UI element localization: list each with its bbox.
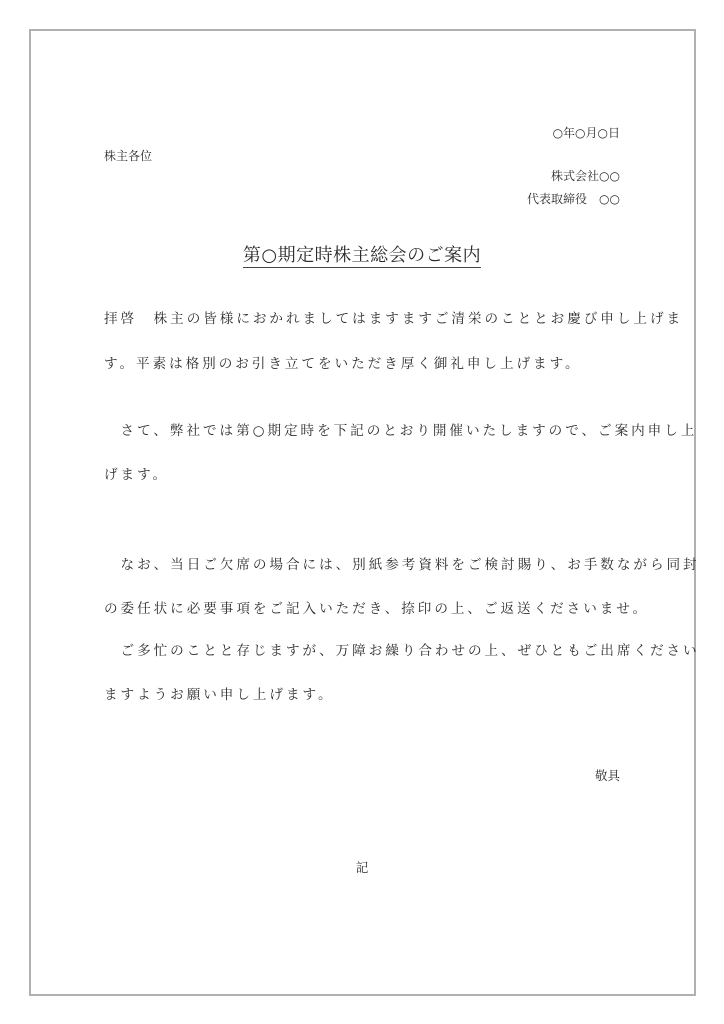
addressee: 株主各位 xyxy=(104,149,153,163)
body-line: の委任状に必要事項をご記入いただき、捺印の上、ご返送くださいませ。 xyxy=(104,601,649,617)
ki-heading: 記 xyxy=(355,860,369,875)
document-title-wrap xyxy=(0,241,724,267)
body-line: す。平素は格別のお引き立てをいただき厚く御礼申し上げます。 xyxy=(104,356,582,372)
sender-company: 株式会社○○ xyxy=(551,169,620,183)
sender-representative: 代表取締役 ○○ xyxy=(527,192,620,206)
document-title: 第○期定時株主総会のご案内 xyxy=(242,245,482,266)
document-date: ○年○月○日 xyxy=(552,126,620,140)
body-line: ご多忙のことと存じますが、万障お繰り合わせの上、ぜひともご出席ください xyxy=(104,643,700,659)
closing-keigu: 敬具 xyxy=(594,768,620,783)
body-line: ますようお願い申し上げます。 xyxy=(104,687,335,703)
body-line: げます。 xyxy=(104,467,170,483)
body-line: さて、弊社では第○期定時を下記のとおり開催いたしますので、ご案内申し上 xyxy=(104,423,698,439)
body-line: 拝啓 株主の皆様におかれましてはますますご清栄のこととお慶び申し上げま xyxy=(104,311,684,327)
body-line: なお、当日ご欠席の場合には、別紙参考資料をご検討賜り、お手数ながら同封 xyxy=(104,557,700,573)
